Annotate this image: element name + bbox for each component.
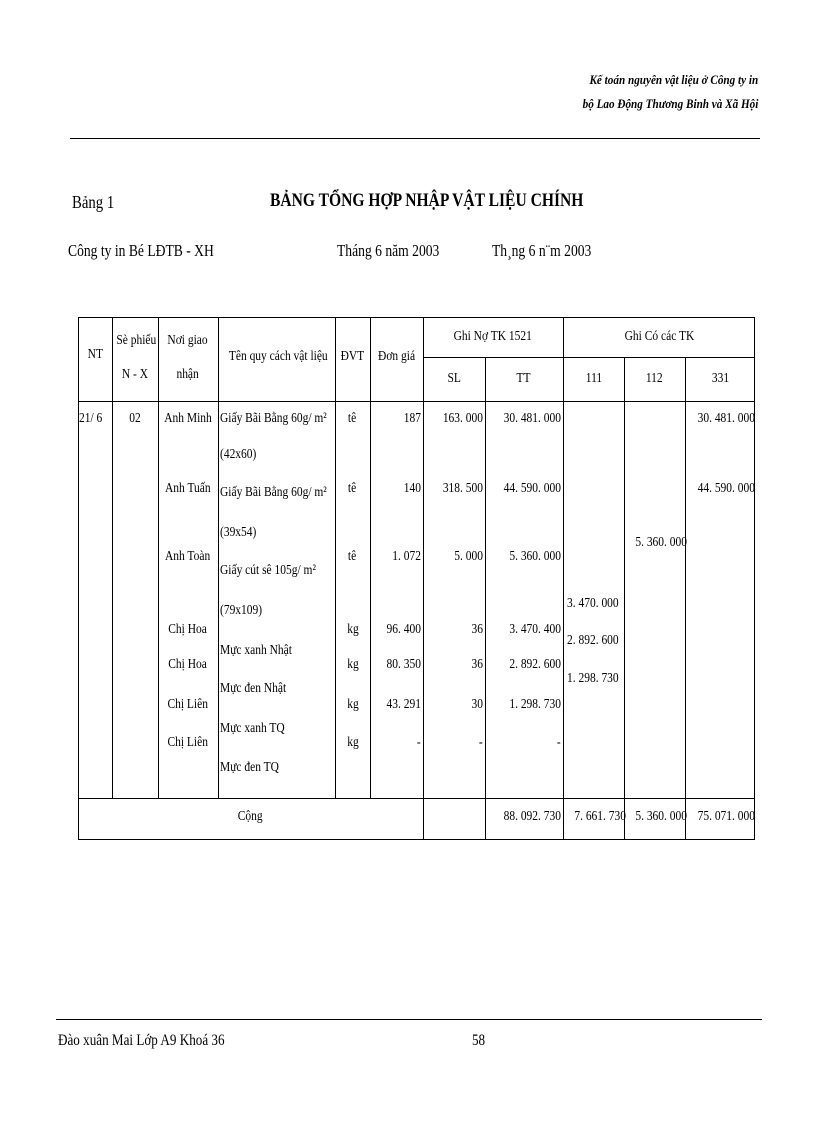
cell-noi-giao: Chị Hoa [168, 657, 208, 672]
col-tt-header: TT [516, 371, 532, 386]
cell-noi-giao: Chị Liên [167, 735, 209, 750]
cell-tk111: 2. 892. 600 [567, 633, 619, 648]
total-tk331: 75. 071. 000 [697, 809, 755, 824]
page-title: BẢNG TỔNG HỢP NHẬP VẬT LIỆU CHÍNH [270, 190, 584, 211]
col-noi-giao-header-1: Nơi giao [167, 333, 209, 348]
cell-material: Giấy cút sê 105g/ m² [220, 563, 316, 578]
cell-unit-price: 96. 400 [386, 622, 421, 637]
cell-tk331: 30. 481. 000 [697, 411, 755, 426]
cell-material: Giấy Bãi Bằng 60g/ m² [220, 411, 327, 426]
cell-material: Giấy Bãi Bằng 60g/ m² [220, 485, 327, 500]
col-sl-header: SL [447, 371, 461, 386]
cell-dvt: kg [346, 735, 359, 750]
cell-material: Mực xanh Nhật [220, 643, 292, 658]
period-text-garbled: Th¸ng 6 n¨m 2003 [492, 241, 592, 260]
col-noi-giao-header-2: nhận [176, 367, 200, 382]
cell-amount: 5. 360. 000 [509, 549, 561, 564]
cell-tk111: 3. 470. 000 [567, 596, 619, 611]
cell-unit-price: 43. 291 [386, 697, 421, 712]
cell-quantity: 30 [471, 697, 483, 712]
period-text: Tháng 6 năm 2003 [337, 241, 440, 260]
cell-quantity: 36 [471, 622, 483, 637]
cell-quantity: 5. 000 [454, 549, 483, 564]
cell-noi-giao: Anh Toàn [165, 549, 211, 564]
cell-amount: - [557, 735, 561, 750]
col-ghi-no-header: Ghi Nợ TK 1521 [453, 329, 533, 344]
materials-summary-table [78, 317, 755, 840]
footer-rule [56, 1019, 762, 1020]
cell-quantity: 36 [471, 657, 483, 672]
col-nt-header: NT [87, 347, 103, 362]
cell-amount: 2. 892. 600 [509, 657, 561, 672]
cell-nt: 21/ 6 [79, 411, 103, 426]
cell-dvt: kg [346, 697, 359, 712]
cell-material: Mực đen TQ [220, 760, 279, 775]
cell-tk112: 5. 360. 000 [635, 535, 687, 550]
col-dvt-header: ĐVT [340, 349, 365, 364]
cell-unit-price: 80. 350 [386, 657, 421, 672]
cell-tk331: 44. 590. 000 [697, 481, 755, 496]
col-so-phieu-header-2: N - X [121, 367, 149, 382]
header-rule [70, 138, 760, 139]
cell-noi-giao: Chị Liên [167, 697, 209, 712]
cell-quantity: 318. 500 [442, 481, 483, 496]
total-label: Cộng [238, 809, 263, 824]
running-header-line-1: Kế toán nguyên vật liệu ở Công ty in [589, 72, 758, 87]
cell-unit-price: 1. 072 [392, 549, 421, 564]
cell-tk111: 1. 298. 730 [567, 671, 619, 686]
cell-amount: 30. 481. 000 [503, 411, 561, 426]
cell-dvt: tê [348, 411, 357, 426]
page-number: 58 [472, 1032, 486, 1049]
cell-quantity: 163. 000 [442, 411, 483, 426]
total-tk112: 5. 360. 000 [635, 809, 687, 824]
col-ghi-co-header: Ghi Có các TK [624, 329, 694, 344]
cell-material: Mực đen Nhật [220, 681, 287, 696]
col-112-header: 112 [646, 371, 663, 386]
cell-noi-giao: Anh Tuấn [165, 481, 211, 496]
cell-unit-price: 187 [403, 411, 421, 426]
cell-material: Mực xanh TQ [220, 721, 285, 736]
col-111-header: 111 [585, 371, 602, 386]
cell-material: (79x109) [220, 603, 263, 618]
col-331-header: 331 [711, 371, 729, 386]
table-label: Bảng 1 [72, 192, 115, 212]
cell-unit-price: 140 [403, 481, 421, 496]
company-name: Công ty in Bé LĐTB - XH [68, 241, 214, 260]
total-tk111: 7. 661. 730 [574, 809, 626, 824]
cell-amount: 1. 298. 730 [509, 697, 561, 712]
cell-quantity: - [479, 735, 483, 750]
cell-material: (42x60) [220, 447, 257, 462]
cell-so-phieu: 02 [129, 411, 141, 426]
total-amount: 88. 092. 730 [503, 809, 561, 824]
col-don-gia-header: Đơn giá [377, 349, 416, 364]
running-header-line-2: bộ Lao Động Thương Binh và Xã Hội [582, 96, 758, 111]
cell-amount: 3. 470. 400 [509, 622, 561, 637]
col-so-phieu-header-1: Sè phiếu [116, 333, 157, 348]
cell-unit-price: - [417, 735, 421, 750]
col-ten-header: Tên quy cách vật liệu [228, 349, 328, 364]
cell-material: (39x54) [220, 525, 257, 540]
cell-noi-giao: Anh Minh [164, 411, 212, 426]
cell-noi-giao: Chị Hoa [168, 622, 208, 637]
cell-dvt: kg [346, 622, 359, 637]
cell-amount: 44. 590. 000 [503, 481, 561, 496]
cell-dvt: tê [348, 549, 357, 564]
footer-author: Đào xuân Mai Lớp A9 Khoá 36 [58, 1032, 225, 1049]
cell-dvt: tê [348, 481, 357, 496]
cell-dvt: kg [346, 657, 359, 672]
